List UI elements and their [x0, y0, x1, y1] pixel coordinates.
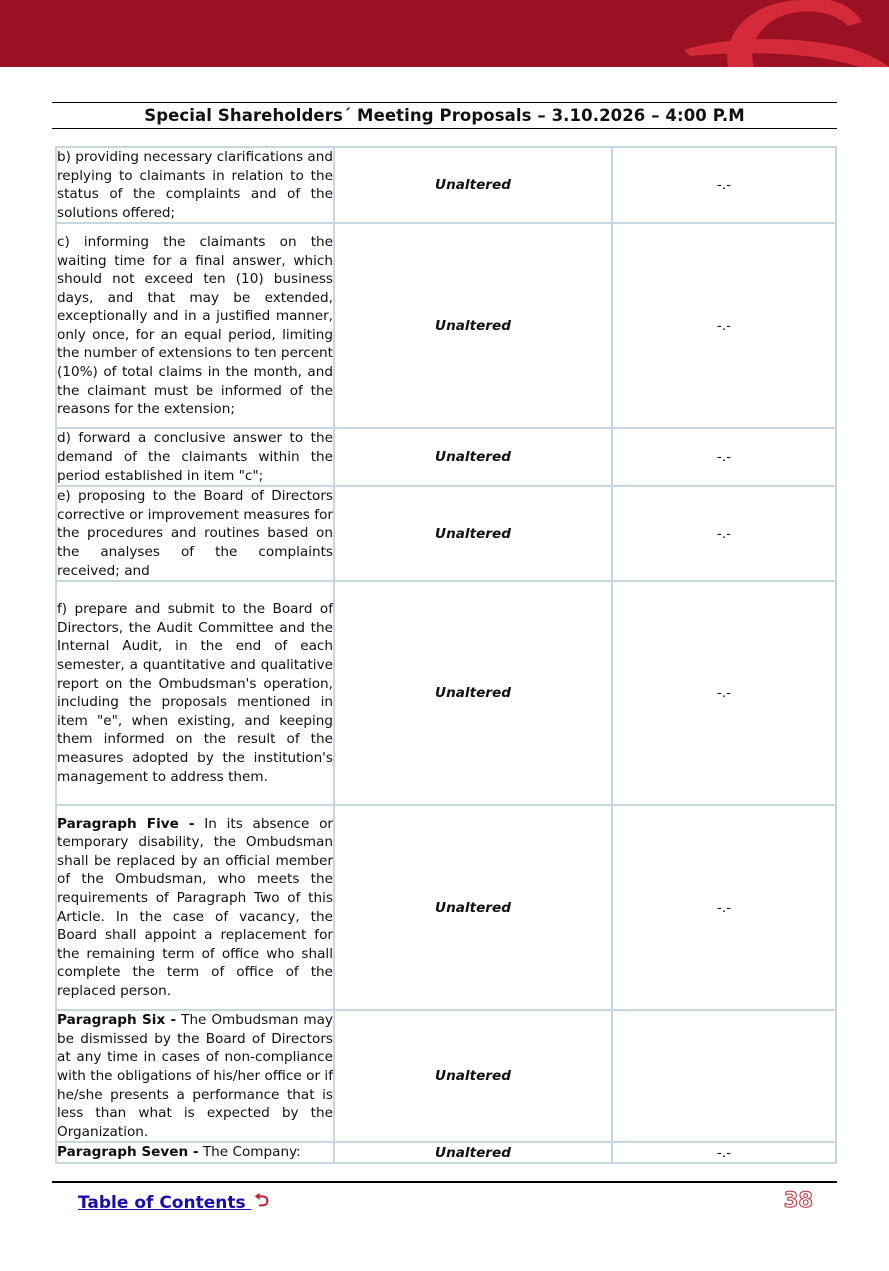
provision-text [56, 1142, 334, 1163]
table-row [56, 223, 836, 428]
provision-bold-lead: Paragraph Five - [57, 815, 195, 832]
note-cell: -.- [612, 147, 836, 223]
note-cell: -.- [612, 486, 836, 581]
status-cell: Unaltered [334, 1142, 612, 1163]
table-row [56, 428, 836, 486]
note-cell: -.- [612, 581, 836, 805]
note-cell: -.- [612, 1142, 836, 1163]
provision-bold-lead: Paragraph Six - [57, 1012, 177, 1029]
status-cell: Unaltered [334, 223, 612, 428]
proposals-table [55, 146, 837, 1164]
provision-body: The Company: [202, 1144, 301, 1161]
table-row [56, 486, 836, 581]
page-title: Special Shareholders´ Meeting Proposals – 3.10.2026 – 4:00 P.M [144, 106, 745, 125]
status-cell: Unaltered [334, 147, 612, 223]
status-cell: Unaltered [334, 486, 612, 581]
provision-body: c) informing the claimants on the waiting time for a final answer, which should not exceed ten (10) business days, and that may be extended, exceptionally and in a justified manner, only once, for an equal period, limiting the number of extensions to ten percent (10%) of total claims in the month, and the claimant must be informed of the reasons for the extension; [57, 233, 333, 418]
table-row [56, 147, 836, 223]
note-cell: -.- [612, 223, 836, 428]
table-row [56, 1010, 836, 1142]
header-banner [0, 0, 889, 67]
provision-text [56, 486, 334, 581]
provision-body: e) proposing to the Board of Directors corrective or improvement measures for the procedures and routines based on the analyses of the complaints received; and [57, 488, 333, 579]
table-row [56, 805, 836, 1010]
provision-text [56, 805, 334, 1010]
note-cell [612, 1010, 836, 1142]
table-of-contents-link[interactable] [78, 1188, 269, 1216]
table-row [56, 1142, 836, 1163]
page-number: 38 [783, 1188, 813, 1212]
provision-text [56, 147, 334, 223]
note-cell: -.- [612, 805, 836, 1010]
header-top-rule [52, 102, 837, 103]
status-cell: Unaltered [334, 581, 612, 805]
provision-body: d) forward a conclusive answer to the demand of the claimants within the period established in item "c"; [57, 430, 333, 484]
footer-rule [52, 1181, 837, 1183]
status-cell: Unaltered [334, 1010, 612, 1142]
provision-body: In its absence or temporary disability, the Ombudsman shall be replaced by an official member of the Ombudsman, who meets the requirements of Paragraph Two of this Article. In the case of vacancy, the Board shall appoint a replacement for the remaining term of office who shall complete the term of office of the replaced person. [57, 815, 333, 999]
table-row [56, 581, 836, 805]
table-of-contents-label: Table of Contents [78, 1193, 246, 1213]
provision-text [56, 581, 334, 805]
return-arrow-icon: ⮌ [254, 1190, 269, 1211]
provision-text [56, 1010, 334, 1142]
provision-text [56, 223, 334, 428]
note-cell: -.- [612, 428, 836, 486]
logo-swoosh-icon [0, 0, 889, 67]
provision-body: f) prepare and submit to the Board of Directors, the Audit Committee and the Internal Audit, in the end of each semester, a quantitative and qualitative report on the Ombudsman's operation, including the proposals mentioned in item "e", when existing, and keeping them informed on the result of the measures adopted by the institution's management to address them. [57, 601, 333, 785]
provision-text [56, 428, 334, 486]
provision-bold-lead: Paragraph Seven - [57, 1144, 199, 1161]
status-cell: Unaltered [334, 805, 612, 1010]
status-cell: Unaltered [334, 428, 612, 486]
header-bottom-rule [52, 128, 837, 129]
provision-body: The Ombudsman may be dismissed by the Board of Directors at any time in cases of non-compliance with the obligations of his/her office or if he/she presents a performance that is less than what is expected by the Organization. [57, 1012, 333, 1140]
provision-body: b) providing necessary clarifications and replying to claimants in relation to the status of the complaints and of the solutions offered; [57, 149, 333, 221]
